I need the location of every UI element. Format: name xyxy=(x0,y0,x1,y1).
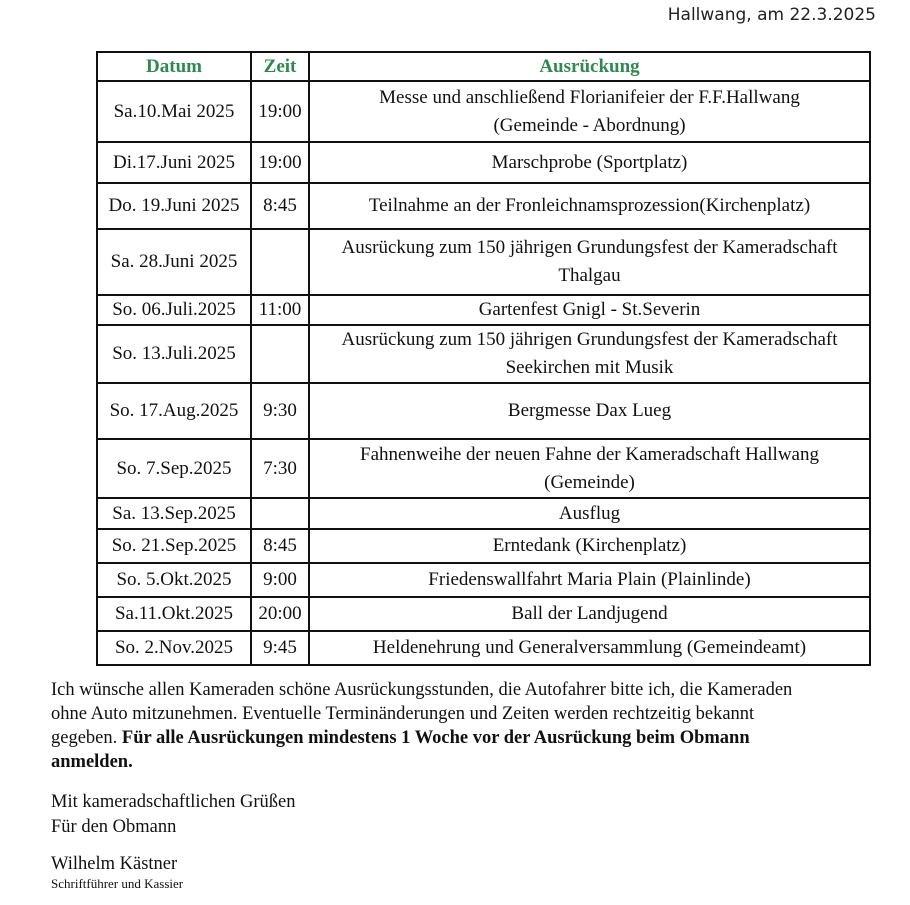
row-date: Sa.11.Okt.2025 xyxy=(97,597,251,631)
signature-role: Schriftführer und Kassier xyxy=(51,876,184,891)
row-time: 20:00 xyxy=(251,597,309,631)
row-date: So. 7.Sep.2025 xyxy=(97,439,251,498)
table-row xyxy=(97,383,870,439)
row-time: 9:00 xyxy=(251,563,309,597)
table-row xyxy=(97,229,870,295)
place-date: Hallwang, am 22.3.2025 xyxy=(667,5,876,25)
row-time xyxy=(251,498,309,529)
row-date: Di.17.Juni 2025 xyxy=(97,142,251,183)
row-event: Ausflug xyxy=(309,498,870,529)
row-event-line1: Messe und anschließend Florianifeier der F.F.Hallwang xyxy=(379,86,800,108)
header-datum: Datum xyxy=(97,52,251,81)
row-date: So. 21.Sep.2025 xyxy=(97,529,251,563)
table-row xyxy=(97,325,870,383)
table-header-row xyxy=(97,52,870,81)
row-time: 9:30 xyxy=(251,383,309,439)
schedule-table xyxy=(96,51,871,666)
row-event xyxy=(309,439,870,498)
row-event: Ball der Landjugend xyxy=(309,597,870,631)
header-ausrueckung: Ausrückung xyxy=(309,52,870,81)
row-event: Teilnahme an der Fronleichnamsprozession(Kirchenplatz) xyxy=(309,183,870,229)
row-date: So. 5.Okt.2025 xyxy=(97,563,251,597)
row-event-line2: Thalgau xyxy=(558,265,621,286)
row-event: Heldenehrung und Generalversammlung (Gemeindeamt) xyxy=(309,631,870,665)
signature-name: Wilhelm Kästner xyxy=(51,854,178,874)
row-date: So. 06.Juli.2025 xyxy=(97,295,251,325)
row-time: 9:45 xyxy=(251,631,309,665)
row-time: 8:45 xyxy=(251,183,309,229)
table-row xyxy=(97,597,870,631)
row-time: 19:00 xyxy=(251,142,309,183)
row-event-line2: (Gemeinde) xyxy=(544,471,635,493)
row-time xyxy=(251,229,309,295)
row-event: Friedenswallfahrt Maria Plain (Plainlinde) xyxy=(309,563,870,597)
row-event-line1: Fahnenweihe der neuen Fahne der Kameradschaft Hallwang xyxy=(360,443,819,465)
row-date: So. 13.Juli.2025 xyxy=(97,325,251,383)
row-event: Erntedank (Kirchenplatz) xyxy=(309,529,870,563)
row-date: Sa. 13.Sep.2025 xyxy=(97,498,251,529)
row-event-line1: Ausrückung zum 150 jährigen Grundungsfest der Kameradschaft xyxy=(341,237,838,258)
row-time: 7:30 xyxy=(251,439,309,498)
row-date: Sa.10.Mai 2025 xyxy=(97,81,251,142)
table-row xyxy=(97,81,870,142)
row-event: Marschprobe (Sportplatz) xyxy=(309,142,870,183)
row-time: 8:45 xyxy=(251,529,309,563)
closing xyxy=(51,790,296,840)
row-event-line2: Seekirchen mit Musik xyxy=(505,357,674,378)
row-date: So. 2.Nov.2025 xyxy=(97,631,251,665)
row-event-line2: (Gemeinde - Abordnung) xyxy=(493,114,686,136)
row-event xyxy=(309,325,870,383)
table-row xyxy=(97,439,870,498)
body-bold-text: Für alle Ausrückungen mindestens 1 Woche vor der Ausrückung beim Obmann anmelden. xyxy=(51,728,750,772)
row-event: Bergmesse Dax Lueg xyxy=(309,383,870,439)
table-row xyxy=(97,529,870,563)
row-time: 19:00 xyxy=(251,81,309,142)
row-time: 11:00 xyxy=(251,295,309,325)
row-event-line1: Ausrückung zum 150 jährigen Grundungsfest der Kameradschaft xyxy=(341,329,838,350)
row-event: Gartenfest Gnigl - St.Severin xyxy=(309,295,870,325)
signature-block xyxy=(51,852,183,892)
closing-for: Für den Obmann xyxy=(51,817,177,837)
body-paragraph xyxy=(51,678,811,774)
header-zeit: Zeit xyxy=(251,52,309,81)
body-text: Ich wünsche allen Kameraden schöne Ausrückungsstunden, die Autofahrer bitte ich, die Kameraden ohne Auto mitzunehmen. Eventuelle Terminänderungen und Zeiten werden rechtzeitig bekannt gegeben. xyxy=(51,680,793,748)
row-event xyxy=(309,81,870,142)
table-row xyxy=(97,142,870,183)
row-date: Sa. 28.Juni 2025 xyxy=(97,229,251,295)
table-row xyxy=(97,631,870,665)
row-event xyxy=(309,229,870,295)
row-date: So. 17.Aug.2025 xyxy=(97,383,251,439)
table-row xyxy=(97,183,870,229)
table-row xyxy=(97,563,870,597)
table-row xyxy=(97,498,870,529)
row-date: Do. 19.Juni 2025 xyxy=(97,183,251,229)
row-time xyxy=(251,325,309,383)
table-row xyxy=(97,295,870,325)
closing-greeting: Mit kameradschaftlichen Grüßen xyxy=(51,792,296,812)
